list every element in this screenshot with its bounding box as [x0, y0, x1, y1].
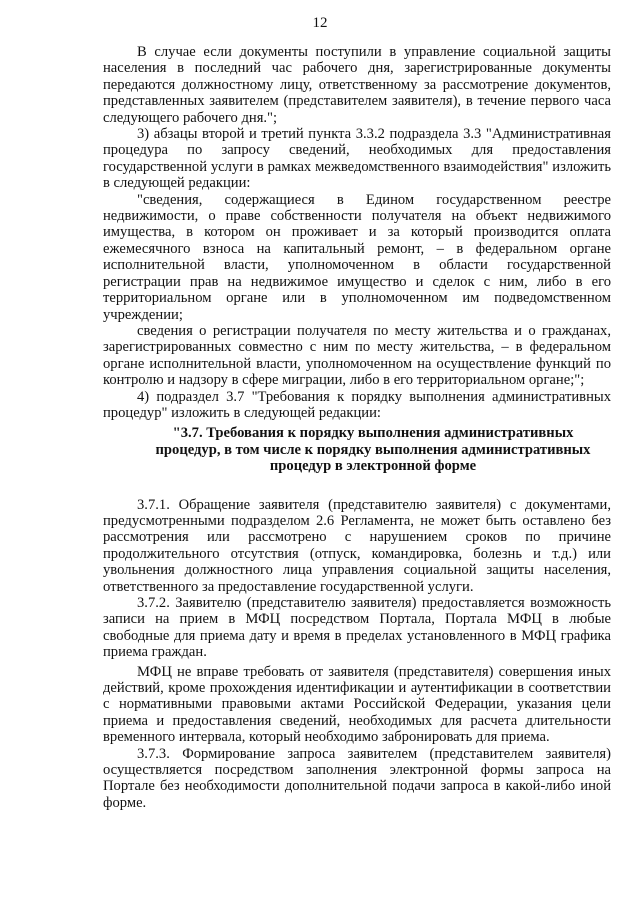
- paragraph-registry-info: "сведения, содержащиеся в Едином государственном реестре недвижимости, о праве собственности получателя на объект недвижимого имущества, в котором он проживает и за который производится оплата ежемесячного взноса на капитальный ремонт, – в федеральном органе исполнительной власти, уполномоченном в области государственной регистрации прав на недвижимое имущество и сделок с ним, либо в его территориальном органе или в уполномоченном им подведомственном учреждении;: [103, 191, 611, 323]
- page-number: 12: [312, 15, 328, 31]
- paragraph-amendment-3: 3) абзацы второй и третий пункта 3.3.2 подраздела 3.3 "Административная процедура по запросу сведений, необходимых для предоставления государственной услуги в рамках межведомственного взаимодействия" изложить в следующей редакции:: [103, 126, 611, 192]
- paragraph-late-documents: В случае если документы поступили в управление социальной защиты населения в последний час рабочего дня, зарегистрированные документы передаются должностному лицу, ответственному за рассмотрение документов, представленных заявителем (представителем заявителя), в течение первого часа следующего рабочего дня.";: [103, 44, 611, 126]
- section-heading: "3.7. Требования к порядку выполнения административных процедур, в том числе к порядку выполнения административных процедур в электронной форме: [155, 425, 591, 475]
- paragraph-3-7-2: 3.7.2. Заявителю (представителю заявителя) предоставляется возможность записи на прием в МФЦ посредством Портала, Портала МФЦ в любые свободные для приема дату и время в пределах установленного в МФЦ графика приема граждан.: [103, 595, 611, 661]
- spacer: [103, 475, 611, 497]
- paragraph-3-7-1: 3.7.1. Обращение заявителя (представителю заявителя) с документами, предусмотренными подразделом 2.6 Регламента, не может быть оставлено без рассмотрения или рассмотрено с нарушением сроков по причине продолжительного отсутствия (отпуск, командировка, болезнь и т.д.) или увольнения должностного лица управления социальной защиты населения, ответственного за предоставление государственной услуги.: [103, 496, 611, 595]
- document-body: [103, 44, 611, 811]
- paragraph-3-7-3: 3.7.3. Формирование запроса заявителем (представителем заявителя) осуществляется посредством заполнения электронной формы запроса на Портале без необходимости дополнительной подачи запроса в какой-либо иной форме.: [103, 745, 611, 811]
- paragraph-amendment-4: 4) подраздел 3.7 "Требования к порядку выполнения административных процедур" изложить в следующей редакции:: [103, 388, 611, 421]
- paragraph-registration-info: сведения о регистрации получателя по месту жительства и о гражданах, зарегистрированных совместно с ним по месту жительства, – в федеральном органе исполнительной власти, уполномоченном на осуществление функций по контролю и надзору в сфере миграции, либо в его территориальном органе;";: [103, 322, 611, 389]
- paragraph-mfc-restrictions: МФЦ не вправе требовать от заявителя (представителя) совершения иных действий, кроме прохождения идентификации и аутентификации в соответствии с нормативными правовыми актами Российской Федерации, указания цели приема и предоставления сведений, необходимых для расчета длительности временного интервала, который необходимо забронировать для приема.: [103, 663, 611, 746]
